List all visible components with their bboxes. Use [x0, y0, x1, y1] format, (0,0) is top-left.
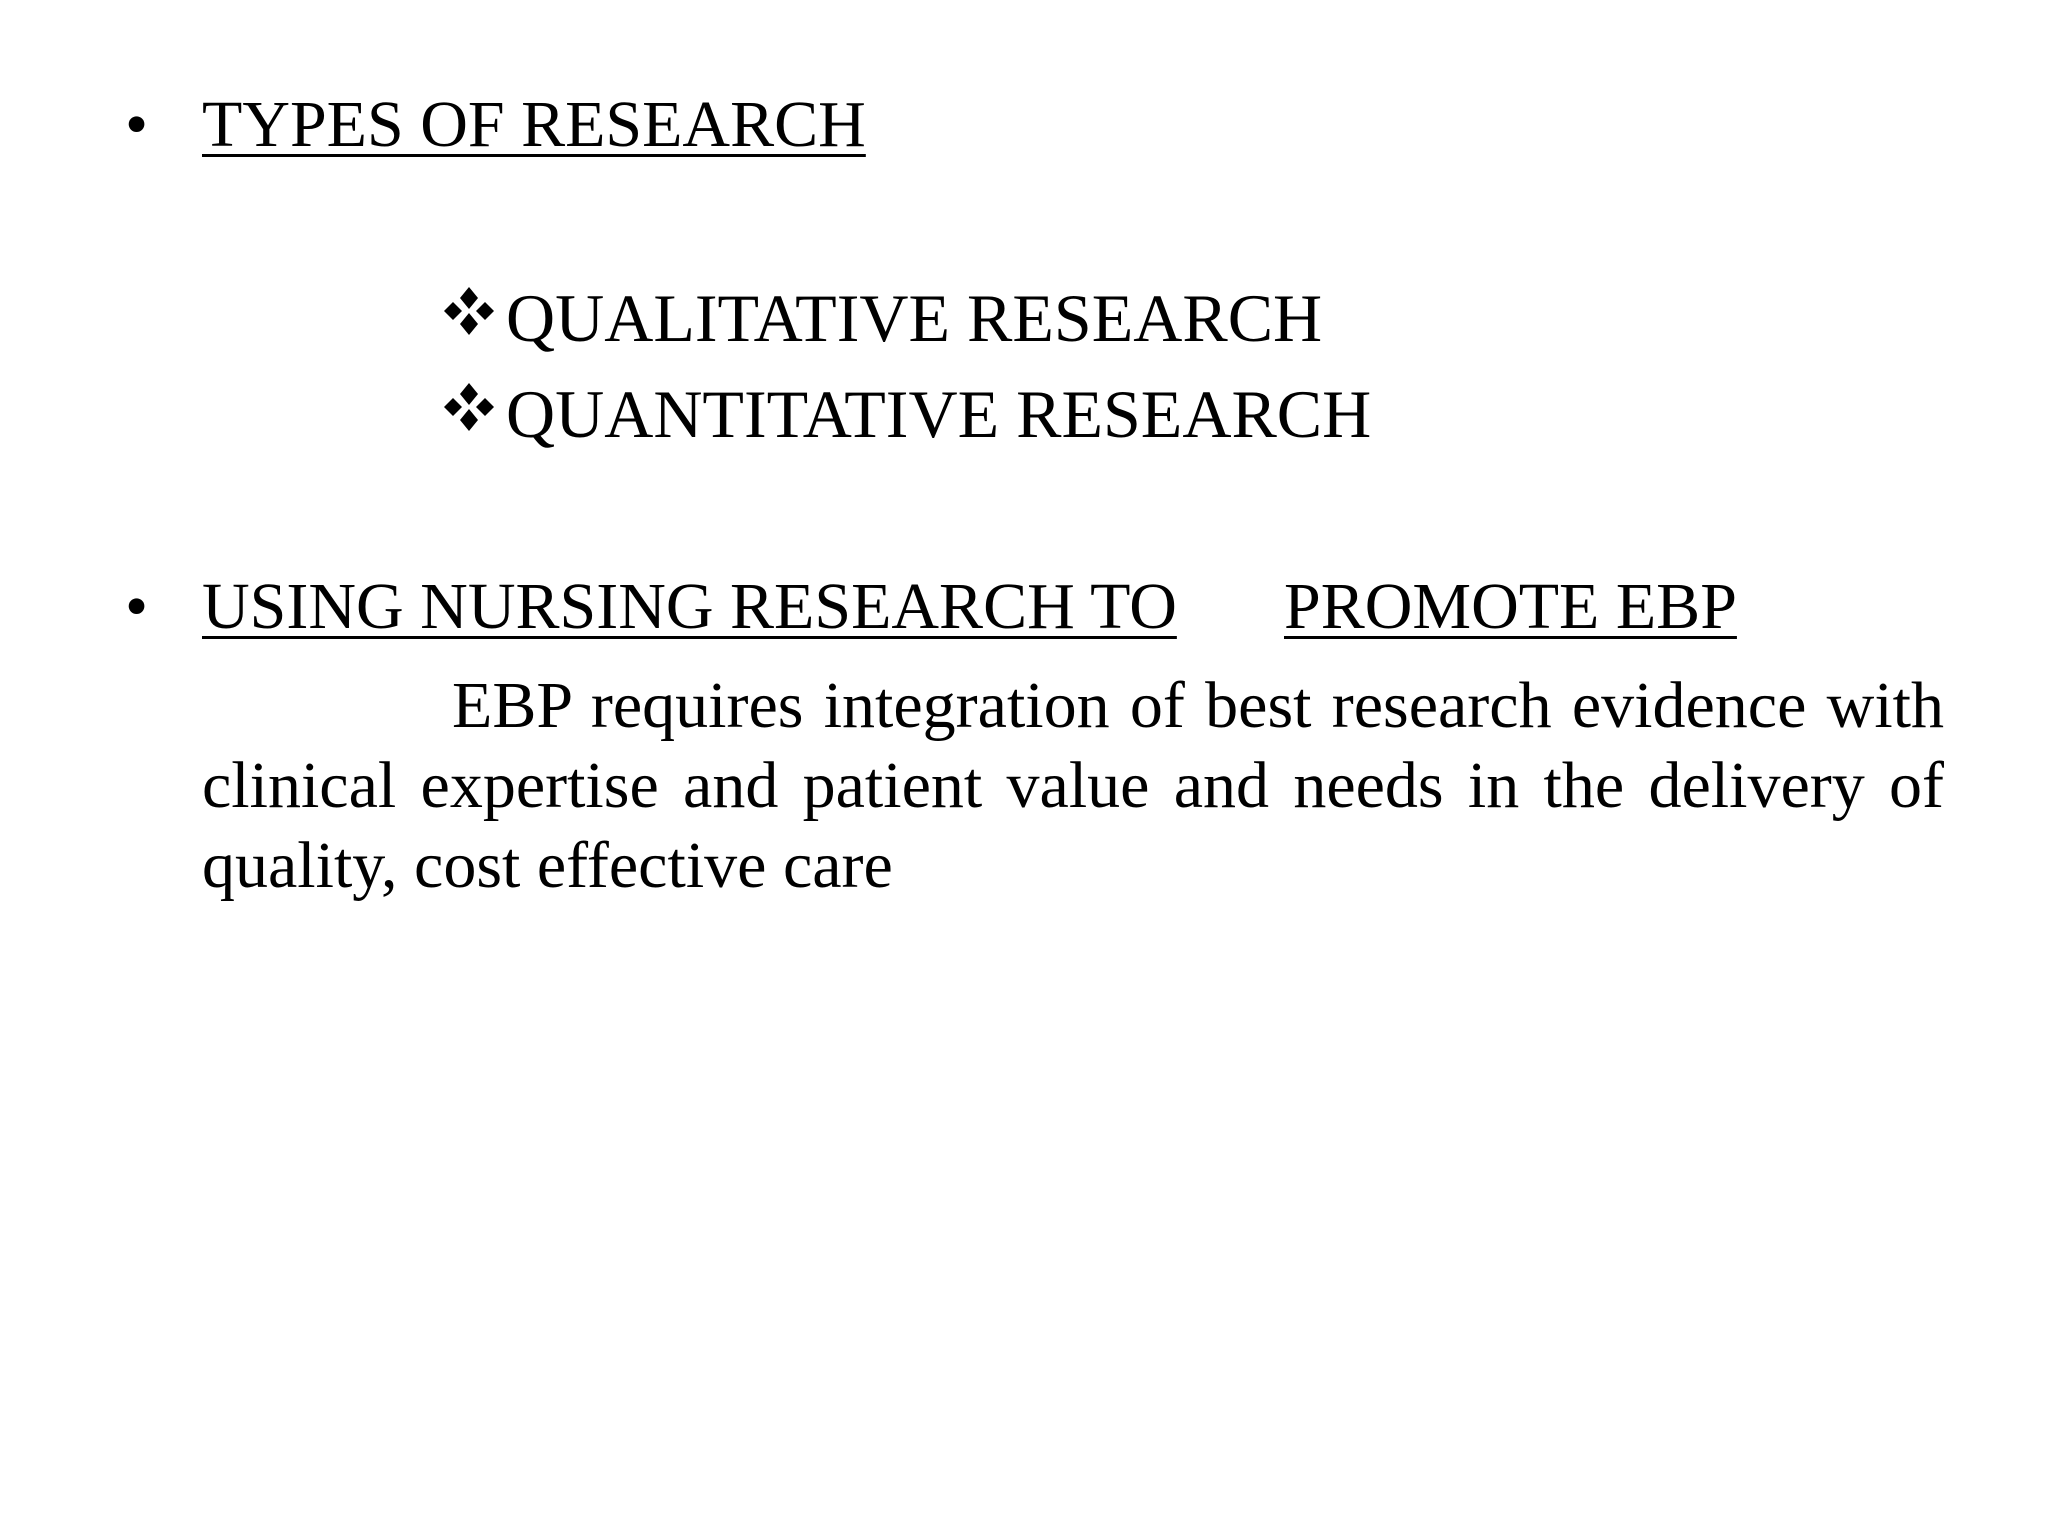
list-item-label: QUANTITATIVE RESEARCH — [506, 376, 1372, 452]
four-diamond-bullet-icon — [440, 381, 498, 433]
four-diamond-bullet-icon — [440, 285, 498, 337]
bullet-dot: • — [125, 88, 149, 161]
types-of-research-heading: TYPES OF RESEARCH — [202, 88, 866, 161]
list-item-qualitative — [440, 280, 1323, 356]
list-item-quantitative — [440, 376, 1372, 452]
bullet-dot: • — [125, 570, 149, 643]
ebp-definition-paragraph: EBP requires integration of best research evidence with clinical expertise and patient value and needs in the delivery of quality, cost effective care — [202, 669, 1944, 902]
list-item-label: QUALITATIVE RESEARCH — [506, 280, 1323, 356]
using-nursing-research-heading: USING NURSING RESEARCH TO — [202, 570, 1177, 643]
promote-ebp-heading: PROMOTE EBP — [1284, 570, 1737, 643]
